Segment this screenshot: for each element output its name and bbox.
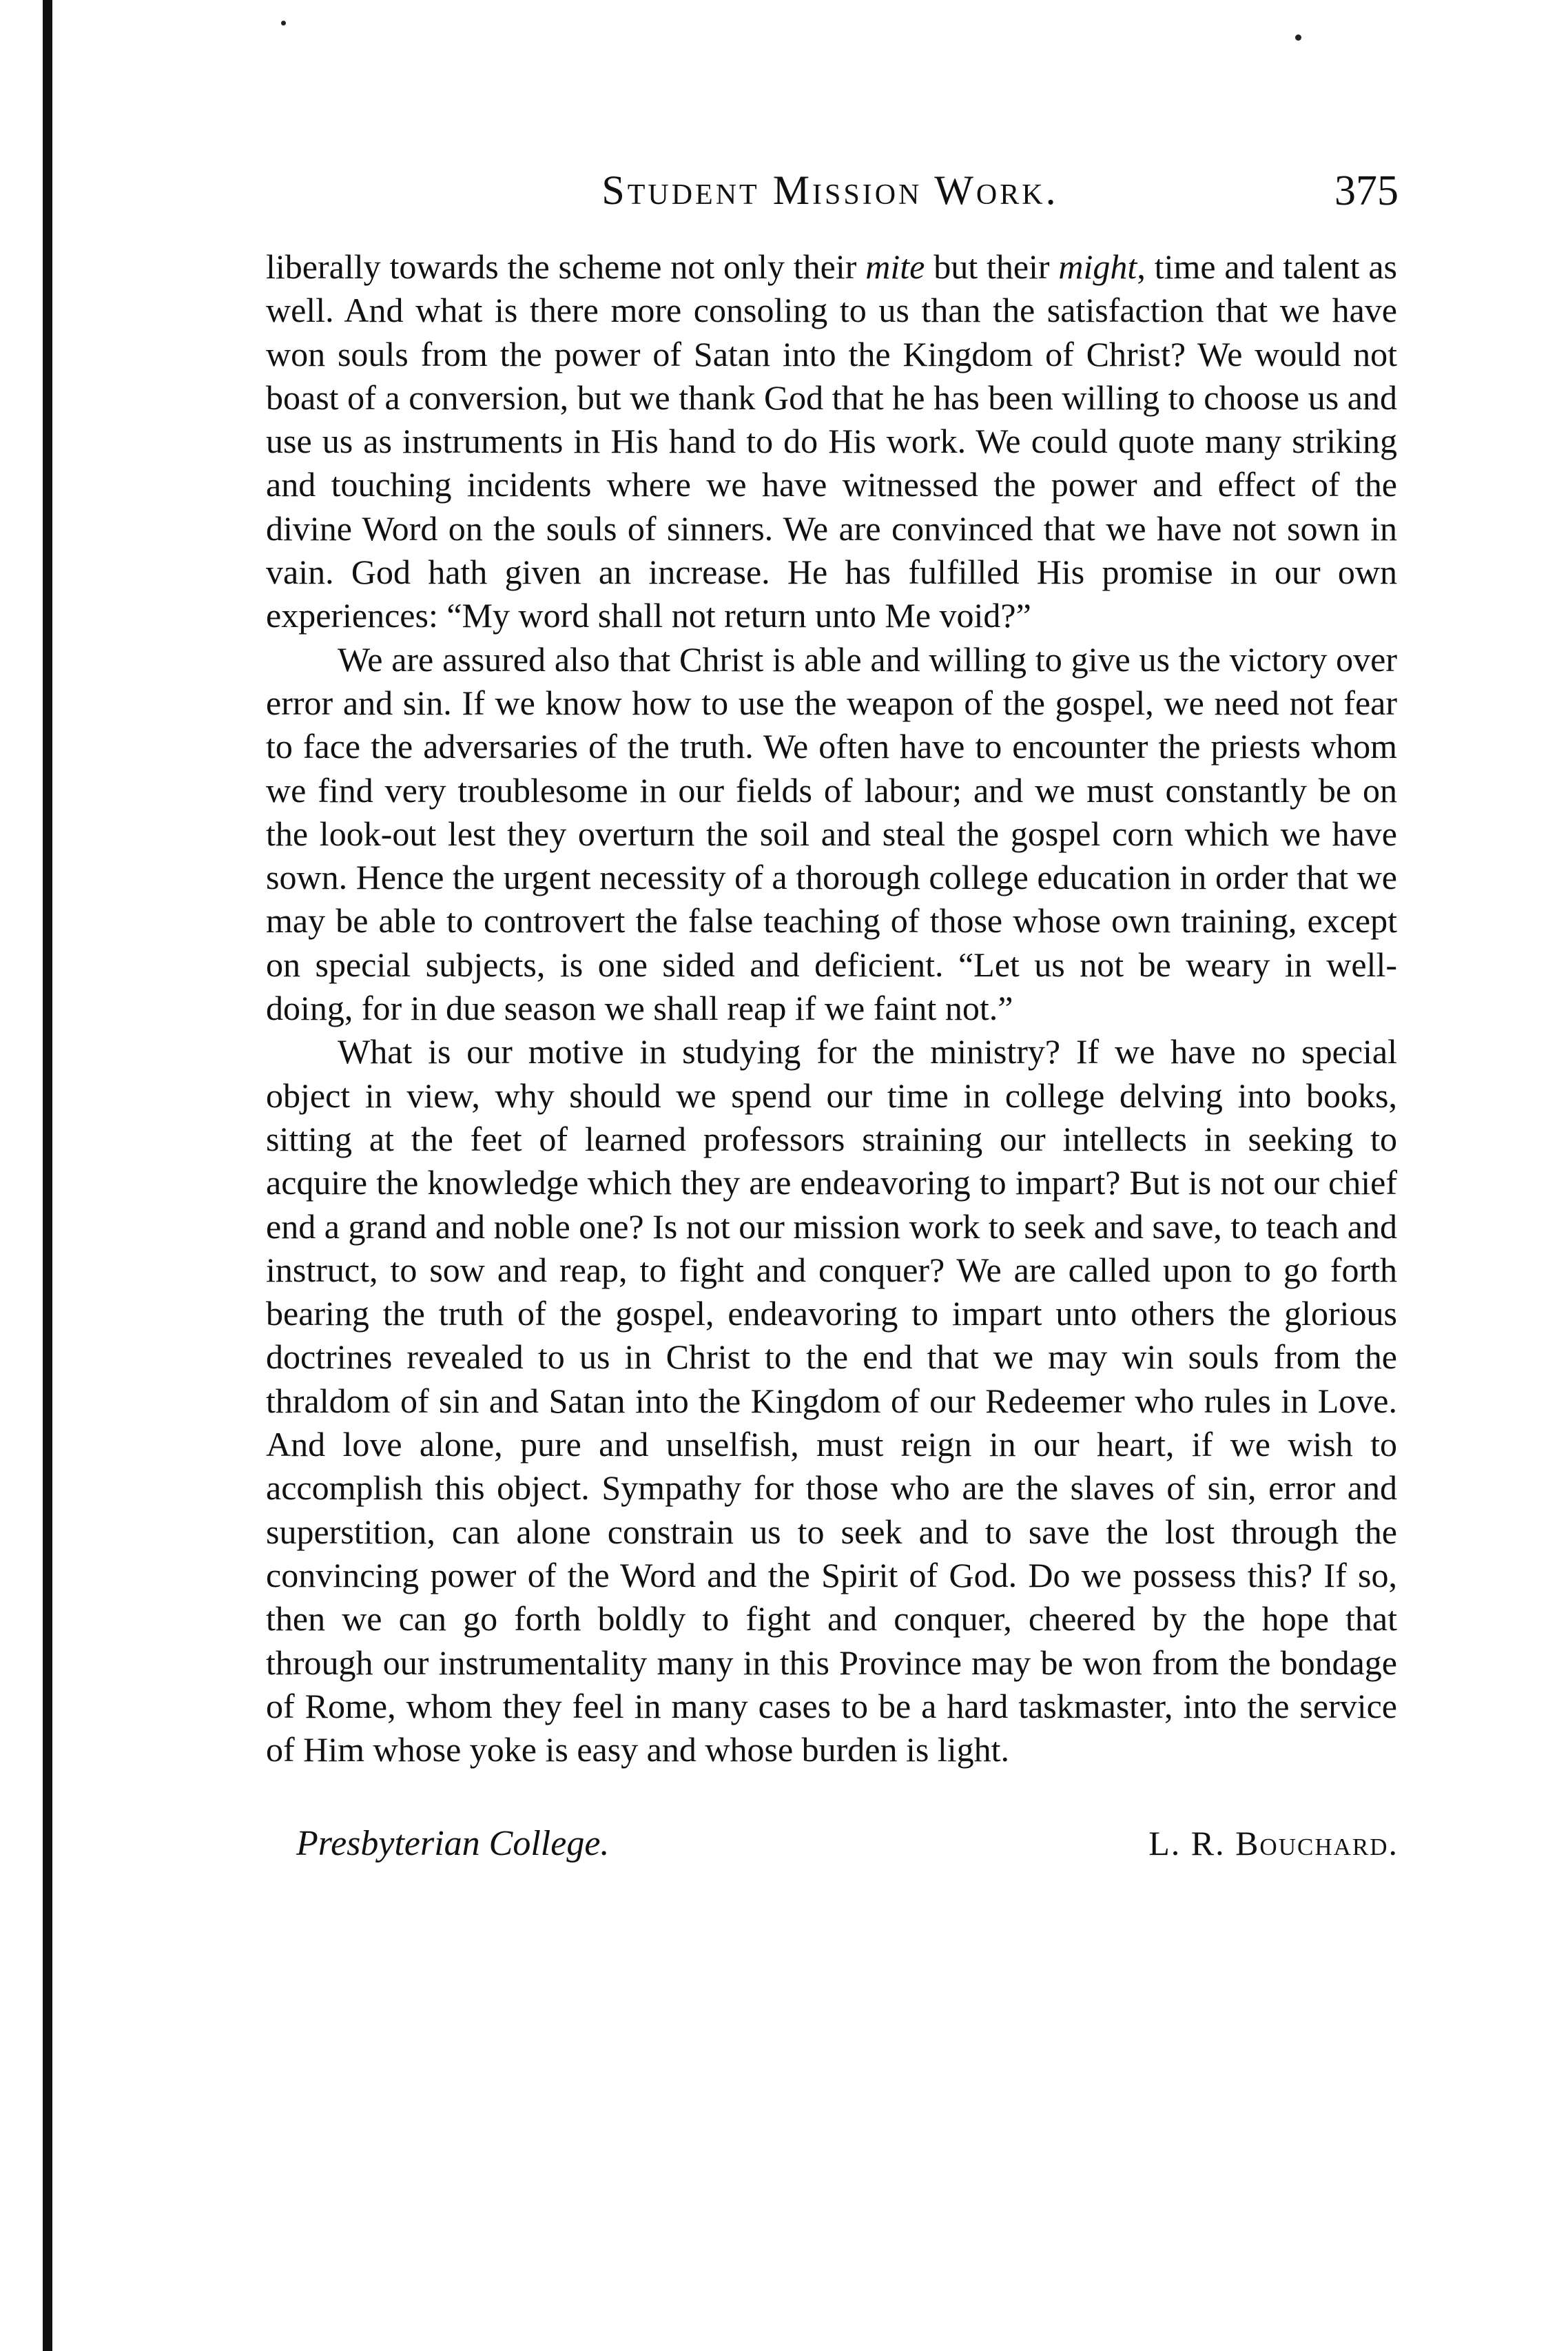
text-run: What is our motive in studying for the ministry? If we have no special object in view, why should we spend our time in college delving into books, sitting at the feet of learned professors straining our intellects in seeking to acquire the knowledge which they are endeavoring to impart? But is not our chief end a grand and noble one? Is not our mission work to seek and save, to teach and instruct, to sow and reap, to fight and conquer? We are called upon to go forth bearing the truth of the gospel, endeavoring to impart unto others the glorious doctrines revealed to us in Christ to the end that we may win souls from the thraldom of sin and Satan into the Kingdom of our Redeemer who rules in Love. And love alone, pure and unselfish, must reign in our heart, if we wish to accomplish this object. Sympathy for those who are the slaves of sin, error and superstition, can alone constrain us to seek and to save the lost through the convincing power of the Word and the Spirit of God. Do we possess this? If so, then we can go forth boldly to fight and conquer, cheered by the hope that through our instrumentality many in this Province may be won from the bondage of Rome, whom they feel in many cases to be a hard taskmaster, into the service of Him whose yoke is easy and whose burden is light. xyxy=(266,1032,1397,1769)
paragraph xyxy=(266,245,1397,638)
running-title: Student Mission Work. xyxy=(601,167,1059,213)
article-body xyxy=(266,245,1397,1772)
emphasis-text: might xyxy=(1058,247,1137,286)
page-header xyxy=(262,157,1399,226)
text-run: liberally towards the scheme not only their xyxy=(266,247,866,286)
paragraph xyxy=(266,1030,1397,1772)
binding-edge xyxy=(43,0,52,2351)
text-run: but their xyxy=(925,247,1059,286)
text-run: We are assured also that Christ is able and willing to give us the victory over error and sin. If we know how to use the weapon of the gospel, we need not fear to face the adversaries of the truth. We often have to encounter the priests whom we find very troublesome in our fields of labour; and we must constantly be on the look-out lest they overturn the soil and steal the gospel corn which we have sown. Hence the urgent necessity of a thorough college education in order that we may be able to controvert the false teaching of those whose own training, except on special subjects, is one sided and deficient. “Let us not be weary in well-doing, for in due season we shall reap if we faint not.” xyxy=(266,639,1397,1028)
paragraph xyxy=(266,638,1397,1031)
print-speck xyxy=(281,21,286,25)
signature-block xyxy=(296,1823,1399,1878)
text-run: , time and talent as well. And what is there more consoling to us than the satisfaction that we have won souls from the power of Satan into the Kingdom of Christ? We would not boast of a conversion, but we thank God that he has been willing to choose us and use us as instruments in His hand to do His work. We could quote many striking and touching incidents where we have witnessed the power and effect of the divine Word on the souls of sinners. We are convinced that we have not sown in vain. God hath given an increase. He has fulfilled His promise in our own experiences: “My word shall not return unto Me void?” xyxy=(266,247,1397,635)
print-speck xyxy=(1295,34,1301,41)
signature-author: L. R. Bouchard. xyxy=(1148,1824,1399,1862)
emphasis-text: mite xyxy=(865,247,925,286)
signature-institution: Presbyterian College. xyxy=(296,1824,610,1863)
page-number: 375 xyxy=(1334,167,1399,214)
